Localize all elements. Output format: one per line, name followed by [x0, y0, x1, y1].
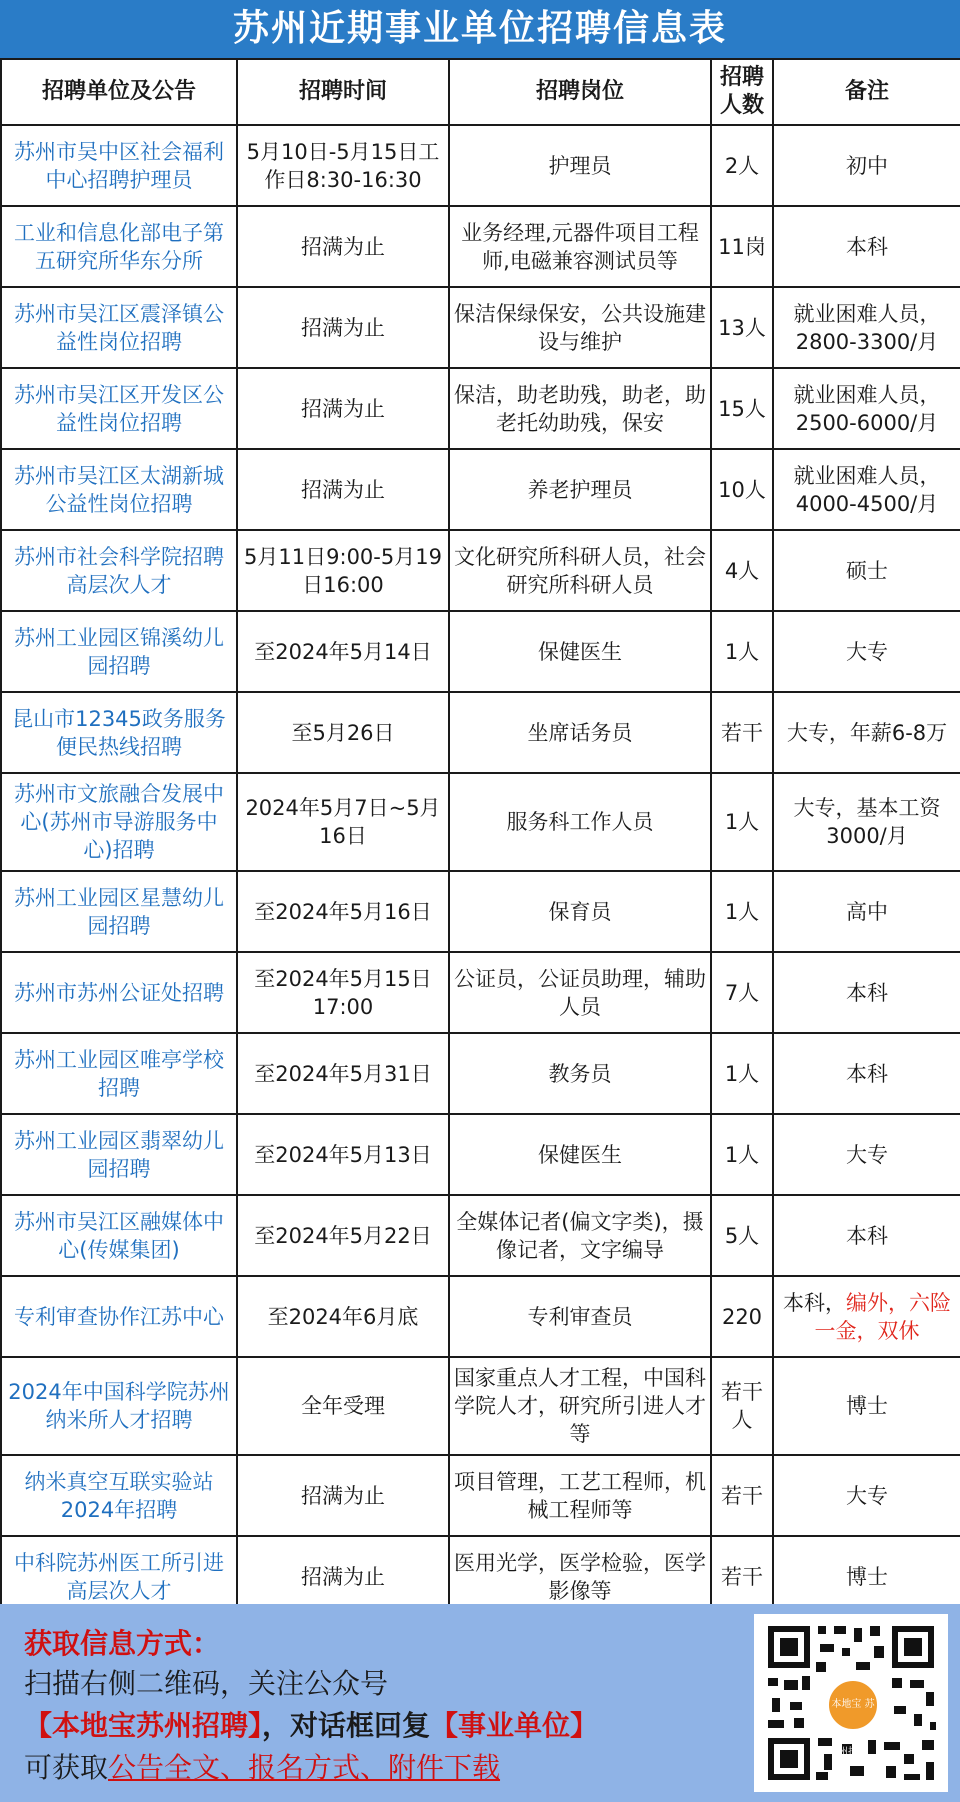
count-cell: 若干人	[711, 1357, 773, 1455]
count-cell: 若干	[711, 692, 773, 773]
time-cell: 招满为止	[237, 1455, 449, 1536]
header-note: 备注	[773, 59, 960, 125]
time-cell: 至2024年5月13日	[237, 1114, 449, 1195]
unit-cell[interactable]: 昆山市12345政务服务便民热线招聘	[1, 692, 237, 773]
post-cell: 国家重点人才工程，中国科学院人才，研究所引进人才等	[449, 1357, 711, 1455]
note-cell: 就业困难人员，4000-4500/月	[773, 449, 960, 530]
post-cell: 公证员，公证员助理，辅助人员	[449, 952, 711, 1033]
qr-logo: 本地宝 苏州招聘	[826, 1678, 880, 1732]
unit-cell[interactable]: 苏州工业园区星慧幼儿园招聘	[1, 871, 237, 952]
note-cell: 大专，年薪6-8万	[773, 692, 960, 773]
unit-cell[interactable]: 苏州工业园区锦溪幼儿园招聘	[1, 611, 237, 692]
account-name: 【本地宝苏州招聘】	[24, 1709, 263, 1742]
table-row	[1, 952, 960, 1033]
count-cell: 7人	[711, 952, 773, 1033]
time-cell: 全年受理	[237, 1357, 449, 1455]
unit-cell[interactable]: 苏州市吴江区震泽镇公益性岗位招聘	[1, 287, 237, 368]
count-cell: 220	[711, 1276, 773, 1357]
post-cell: 养老护理员	[449, 449, 711, 530]
post-cell: 全媒体记者(偏文字类)，摄像记者，文字编导	[449, 1195, 711, 1276]
header-post: 招聘岗位	[449, 59, 711, 125]
time-cell: 招满为止	[237, 1536, 449, 1617]
post-cell: 坐席话务员	[449, 692, 711, 773]
unit-cell[interactable]: 工业和信息化部电子第五研究所华东分所	[1, 206, 237, 287]
unit-cell[interactable]: 苏州市吴中区社会福利中心招聘护理员	[1, 125, 237, 206]
time-cell: 招满为止	[237, 287, 449, 368]
info-panel	[0, 1604, 960, 1802]
time-cell: 至2024年5月14日	[237, 611, 449, 692]
table-row	[1, 1455, 960, 1536]
note-cell	[773, 1276, 960, 1357]
post-cell: 医用光学，医学检验，医学影像等	[449, 1536, 711, 1617]
post-cell: 保洁，助老助残，助老，助老托幼助残，保安	[449, 368, 711, 449]
info-heading: 获取信息方式：	[24, 1627, 221, 1660]
table-row	[1, 530, 960, 611]
table-row	[1, 1357, 960, 1455]
unit-cell[interactable]: 苏州市吴江区太湖新城公益性岗位招聘	[1, 449, 237, 530]
time-cell: 至2024年5月15日17:00	[237, 952, 449, 1033]
table-row	[1, 1114, 960, 1195]
note-cell: 本科	[773, 206, 960, 287]
count-cell: 若干	[711, 1455, 773, 1536]
time-cell: 2024年5月7日~5月16日	[237, 773, 449, 871]
count-cell: 15人	[711, 368, 773, 449]
table-row	[1, 287, 960, 368]
unit-cell[interactable]: 苏州市吴江区开发区公益性岗位招聘	[1, 368, 237, 449]
note-cell: 初中	[773, 125, 960, 206]
count-cell: 4人	[711, 530, 773, 611]
count-cell: 10人	[711, 449, 773, 530]
qr-code[interactable]	[754, 1614, 948, 1792]
time-cell: 招满为止	[237, 368, 449, 449]
count-cell: 5人	[711, 1195, 773, 1276]
note-cell: 本科	[773, 1195, 960, 1276]
note-cell: 本科	[773, 1033, 960, 1114]
time-cell: 招满为止	[237, 206, 449, 287]
post-cell: 项目管理，工艺工程师，机械工程师等	[449, 1455, 711, 1536]
post-cell: 业务经理,元器件项目工程师,电磁兼容测试员等	[449, 206, 711, 287]
note-cell: 本科	[773, 952, 960, 1033]
table-row	[1, 692, 960, 773]
header-unit: 招聘单位及公告	[1, 59, 237, 125]
get-prefix: 可获取	[24, 1751, 109, 1784]
count-cell: 2人	[711, 125, 773, 206]
page-title: 苏州近期事业单位招聘信息表	[0, 0, 960, 58]
table-header-row	[1, 59, 960, 125]
time-cell: 5月10日-5月15日工作日8:30-16:30	[237, 125, 449, 206]
info-line-get	[24, 1748, 500, 1788]
post-cell: 保健医生	[449, 1114, 711, 1195]
count-cell: 若干	[711, 1536, 773, 1617]
time-cell: 至2024年5月22日	[237, 1195, 449, 1276]
table-row	[1, 206, 960, 287]
count-cell: 1人	[711, 1114, 773, 1195]
table-row	[1, 125, 960, 206]
post-cell: 教务员	[449, 1033, 711, 1114]
time-cell: 5月11日9:00-5月19日16:00	[237, 530, 449, 611]
count-cell: 1人	[711, 871, 773, 952]
count-cell: 13人	[711, 287, 773, 368]
unit-cell[interactable]: 2024年中国科学院苏州纳米所人才招聘	[1, 1357, 237, 1455]
header-count: 招聘人数	[711, 59, 773, 125]
note-cell: 大专	[773, 1114, 960, 1195]
post-cell: 保洁保绿保安，公共设施建设与维护	[449, 287, 711, 368]
unit-cell[interactable]: 纳米真空互联实验站2024年招聘	[1, 1455, 237, 1536]
post-cell: 护理员	[449, 125, 711, 206]
table-row	[1, 449, 960, 530]
unit-cell[interactable]: 苏州市文旅融合发展中心(苏州市导游服务中心)招聘	[1, 773, 237, 871]
note-benefits: 编外，六险一金，双休	[814, 1290, 951, 1343]
time-cell: 至2024年5月31日	[237, 1033, 449, 1114]
table-row	[1, 368, 960, 449]
info-line-reply	[24, 1706, 598, 1746]
recruitment-table	[0, 58, 960, 1618]
unit-cell[interactable]: 苏州市苏州公证处招聘	[1, 952, 237, 1033]
count-cell: 1人	[711, 611, 773, 692]
unit-cell[interactable]: 中科院苏州医工所引进高层次人才	[1, 1536, 237, 1617]
reply-keyword: 【事业单位】	[430, 1709, 599, 1742]
post-cell: 服务科工作人员	[449, 773, 711, 871]
table-row	[1, 1033, 960, 1114]
info-line-scan: 扫描右侧二维码，关注公众号	[24, 1667, 389, 1700]
time-cell: 至2024年5月16日	[237, 871, 449, 952]
note-cell: 大专	[773, 1455, 960, 1536]
table-row	[1, 611, 960, 692]
table-row	[1, 871, 960, 952]
reply-instruction: ，对话框回复	[262, 1709, 431, 1742]
note-cell: 博士	[773, 1357, 960, 1455]
count-cell: 1人	[711, 1033, 773, 1114]
time-cell: 至5月26日	[237, 692, 449, 773]
table-row	[1, 1276, 960, 1357]
table-row	[1, 1195, 960, 1276]
unit-cell[interactable]: 苏州市社会科学院招聘高层次人才	[1, 530, 237, 611]
note-cell: 硕士	[773, 530, 960, 611]
get-link[interactable]: 公告全文、报名方式、附件下载	[108, 1751, 501, 1784]
table-row	[1, 773, 960, 871]
unit-cell[interactable]: 苏州市吴江区融媒体中心(传媒集团)	[1, 1195, 237, 1276]
time-cell: 至2024年6月底	[237, 1276, 449, 1357]
post-cell: 保健医生	[449, 611, 711, 692]
unit-cell[interactable]: 专利审查协作江苏中心	[1, 1276, 237, 1357]
note-cell: 高中	[773, 871, 960, 952]
unit-cell[interactable]: 苏州工业园区翡翠幼儿园招聘	[1, 1114, 237, 1195]
note-cell: 大专，基本工资3000/月	[773, 773, 960, 871]
note-cell: 博士	[773, 1536, 960, 1617]
header-time: 招聘时间	[237, 59, 449, 125]
post-cell: 保育员	[449, 871, 711, 952]
post-cell: 专利审查员	[449, 1276, 711, 1357]
count-cell: 1人	[711, 773, 773, 871]
time-cell: 招满为止	[237, 449, 449, 530]
post-cell: 文化研究所科研人员，社会研究所科研人员	[449, 530, 711, 611]
note-cell: 就业困难人员，2500-6000/月	[773, 368, 960, 449]
note-degree: 本科，	[783, 1290, 846, 1315]
count-cell: 11岗	[711, 206, 773, 287]
note-cell: 大专	[773, 611, 960, 692]
unit-cell[interactable]: 苏州工业园区唯亭学校招聘	[1, 1033, 237, 1114]
note-cell: 就业困难人员，2800-3300/月	[773, 287, 960, 368]
